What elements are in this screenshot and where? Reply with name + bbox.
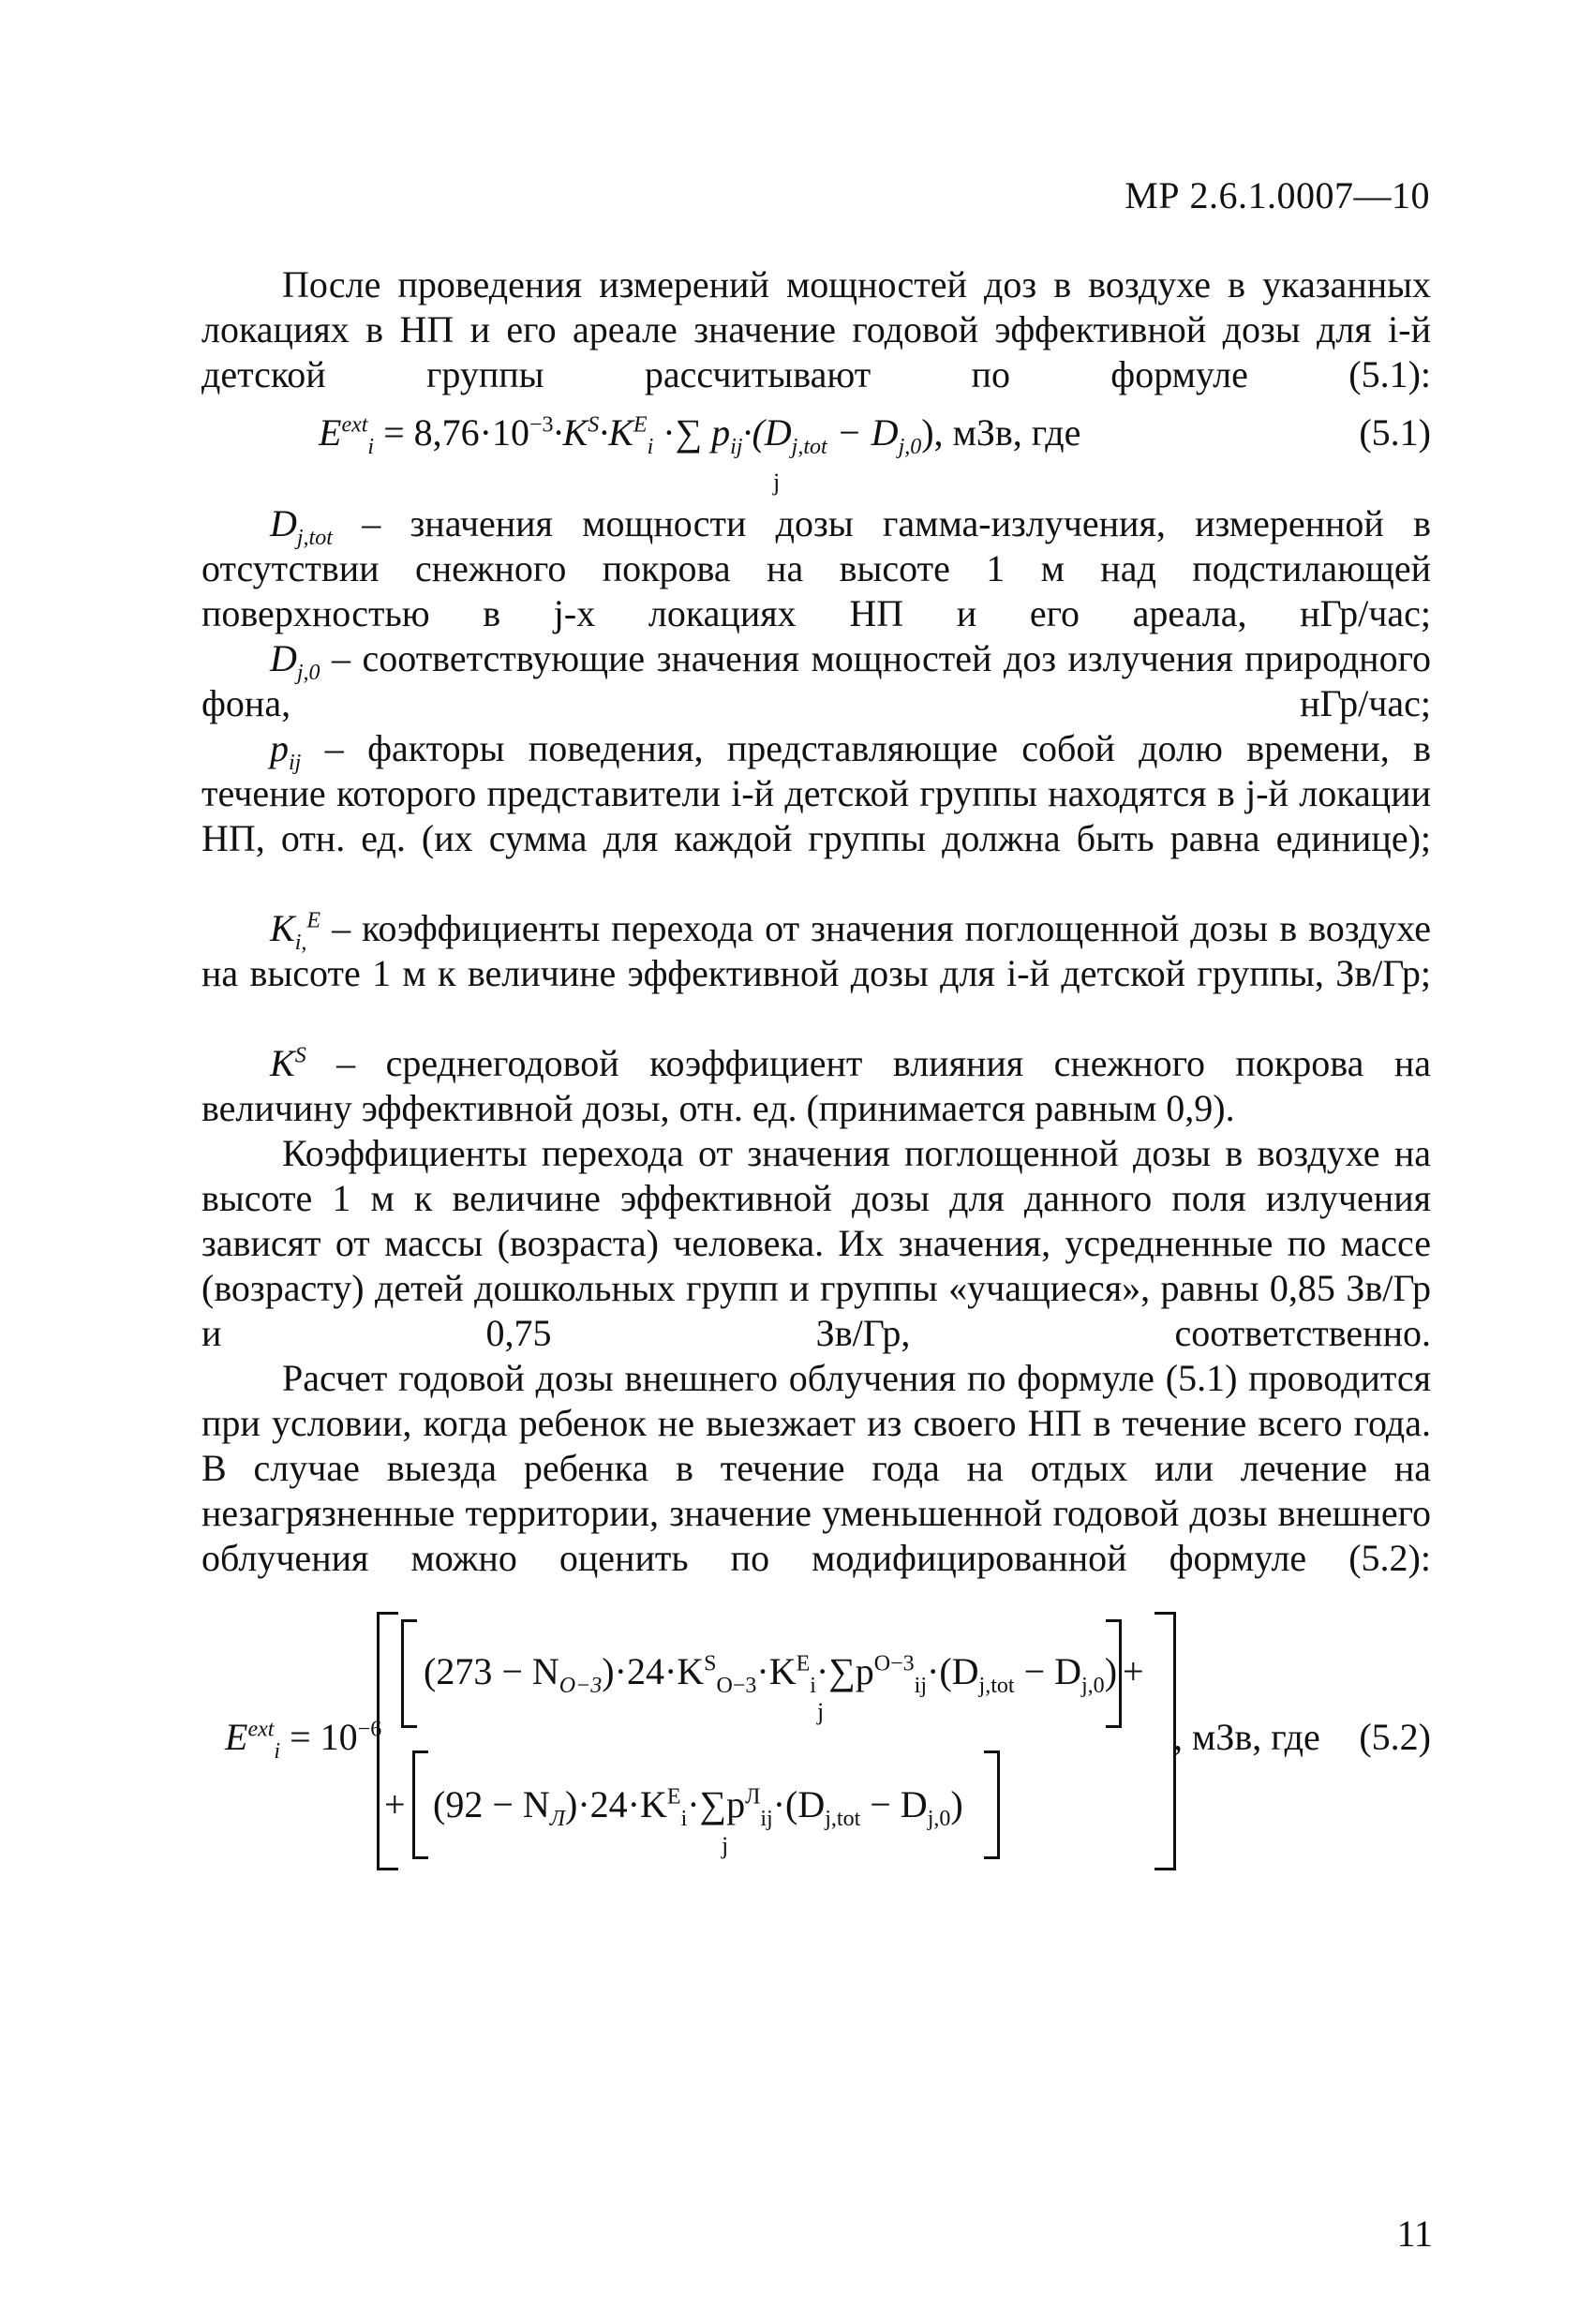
document-code-header: МР 2.6.1.0007—10 bbox=[1125, 174, 1430, 216]
formula-5-1-sum-index: j bbox=[773, 469, 781, 496]
formula-5-2-row2: $(92 - N_Л)\cdot 24\cdot K^E_i\cdot\sum p^Л_{ij}\cdot(D_{j,tot} - D_{j,0})$ bbox=[433, 1783, 963, 1831]
formula-5-2-outer-left-bracket bbox=[377, 1612, 398, 1870]
formula-5-2-row1: $(273 - N_{O-3})\cdot 24\cdot K^S_{O-3}\cdot K^E_i\cdot\sum p^{O-3}_{ij}\cdot(D_{j,tot} - D_{j,0})$ bbox=[424, 1650, 1118, 1698]
formula-5-1-number: (5.1) bbox=[1359, 411, 1431, 454]
formula-5-2-row1-sum-index: j bbox=[817, 1698, 825, 1725]
formula-5-2-row2-plus: + bbox=[384, 1783, 406, 1825]
formula-5-2-row1-plus: + bbox=[1123, 1650, 1144, 1692]
formula-5-2-row2-left-bracket bbox=[412, 1750, 428, 1859]
formula-5-1: $E^{ext}_i = 8,76\cdot 10^{-3}\cdot K^S\cdot K^E_i$ ·∑ $p_{ij}\cdot(D_{j,tot} - D_{j,0})$, мЗв, где bbox=[319, 411, 1081, 459]
paragraph-coefficients: Коэффициенты перехода от значения поглощенной дозы в воздухе на высоте 1 м к величине эффективной дозы для данного поля излучения зависят от массы (возраста) человека. Их значения, усредненные по массе (возрасту) детей дошкольных групп и группы «учащиеся», равны 0,85 Зв/Гр и 0,75 Зв/Гр, соответственно. bbox=[201, 1132, 1431, 1354]
definition-k-e: $K_{i,}^E$ – коэффициенты перехода от значения поглощенной дозы в воздухе на высоте 1 м к величине эффективной дозы для i-й детской группы, Зв/Гр; bbox=[201, 907, 1431, 994]
definition-p-ij: $p_{ij}$ – факторы поведения, представляющие собой долю времени, в течение которого представители i-й детской группы находятся в j-й локации НП, отн. ед. (их сумма для каждой группы должна быть равна единице); bbox=[201, 727, 1431, 859]
formula-5-2-row2-sum-index: j bbox=[722, 1832, 729, 1859]
formula-5-2-unit: , мЗв, где bbox=[1173, 1716, 1320, 1758]
formula-5-2-lhs: $E^{ext}_i = 10^{-6}$ bbox=[225, 1716, 382, 1764]
definition-d-0: $D_{j,0}$ – соответствующие значения мощностей доз излучения природного фона, нГр/час; bbox=[201, 637, 1431, 724]
definition-k-s: $K^S$ – среднегодовой коэффициент влияния снежного покрова на величину эффективной дозы, отн. ед. (принимается равным 0,9). bbox=[201, 1042, 1431, 1129]
paragraph-intro: После проведения измерений мощностей доз в воздухе в указанных локациях в НП и его ареале значение годовой эффективной дозы для i-й детской группы рассчитывают по формуле (5.1): bbox=[201, 263, 1431, 395]
formula-5-2-row2-right-bracket bbox=[984, 1750, 1000, 1859]
formula-5-2-row1-left-bracket bbox=[401, 1619, 417, 1728]
formula-5-2-number: (5.2) bbox=[1359, 1716, 1431, 1758]
paragraph-calculation: Расчет годовой дозы внешнего облучения по формуле (5.1) проводится при условии, когда ребенок не выезжает из своего НП в течение всего года. В случае выезда ребенка в течение года на отдых или лечение на незагрязненные территории, значение уменьшенной годовой дозы внешнего облучения можно оценить по модифицированной формуле (5.2): bbox=[201, 1357, 1431, 1579]
page-number: 11 bbox=[1396, 2212, 1433, 2255]
definition-d-tot: $D_{j,tot}$ – значения мощности дозы гамма-излучения, измеренной в отсутствии снежного покрова на высоте 1 м над подстилающей поверхностью в j-х локациях НП и его ареала, нГр/час; bbox=[201, 502, 1431, 634]
